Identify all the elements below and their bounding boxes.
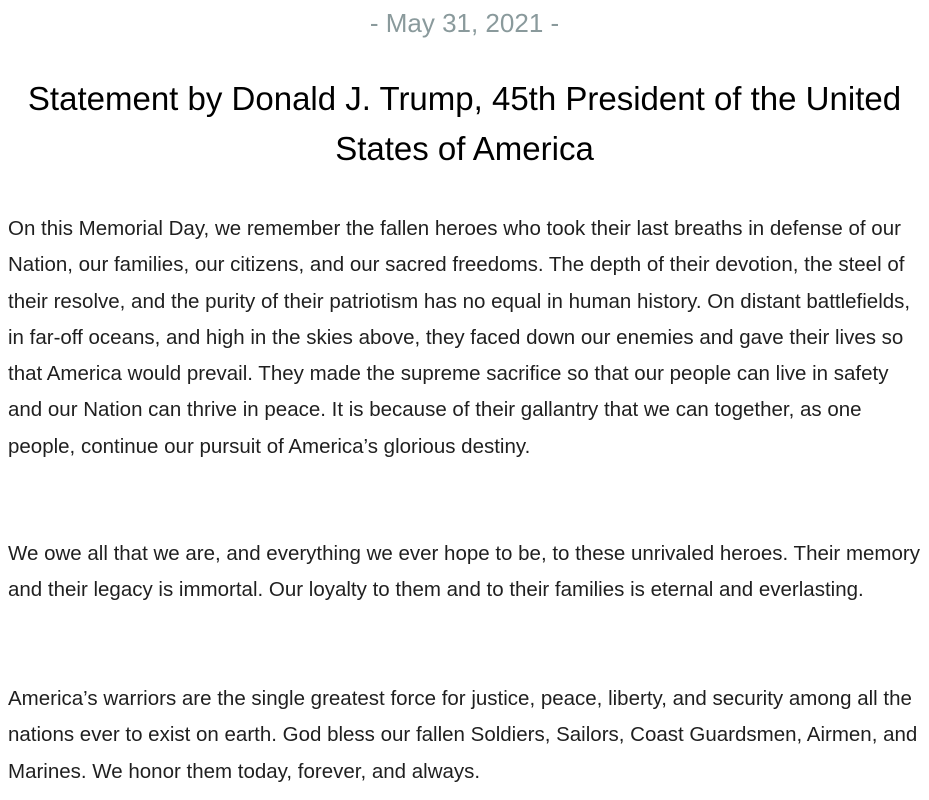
statement-title: Statement by Donald J. Trump, 45th President of the United States of America xyxy=(27,80,902,167)
statement-date: - May 31, 2021 - xyxy=(369,8,560,38)
statement-paragraph: America’s warriors are the single greatest force for justice, peace, liberty, and security among all the nations ever to exist on earth. God bless our fallen Soldiers, Sailors, Coast Guardsmen, Airmen, and Marines. We honor them today, forever, and always. xyxy=(8,687,918,783)
statement-paragraph: On this Memorial Day, we remember the fallen heroes who took their last breaths in defense of our Nation, our families, our citizens, and our sacred freedoms. The depth of their devotion, the steel of their resolve, and the purity of their patriotism has no equal in human history. On distant battlefields, in far-off oceans, and high in the skies above, they faced down our enemies and gave their lives so that America would prevail. They made the supreme sacrifice so that our people can live in safety and our Nation can thrive in peace. It is because of their gallantry that we can together, as one people, continue our pursuit of America’s glorious destiny. xyxy=(8,217,911,458)
statement-paragraph: We owe all that we are, and everything we ever hope to be, to these unrivaled heroes. Their memory and their legacy is immortal. Our loyalty to them and to their families is eternal and everlasting. xyxy=(8,542,920,602)
